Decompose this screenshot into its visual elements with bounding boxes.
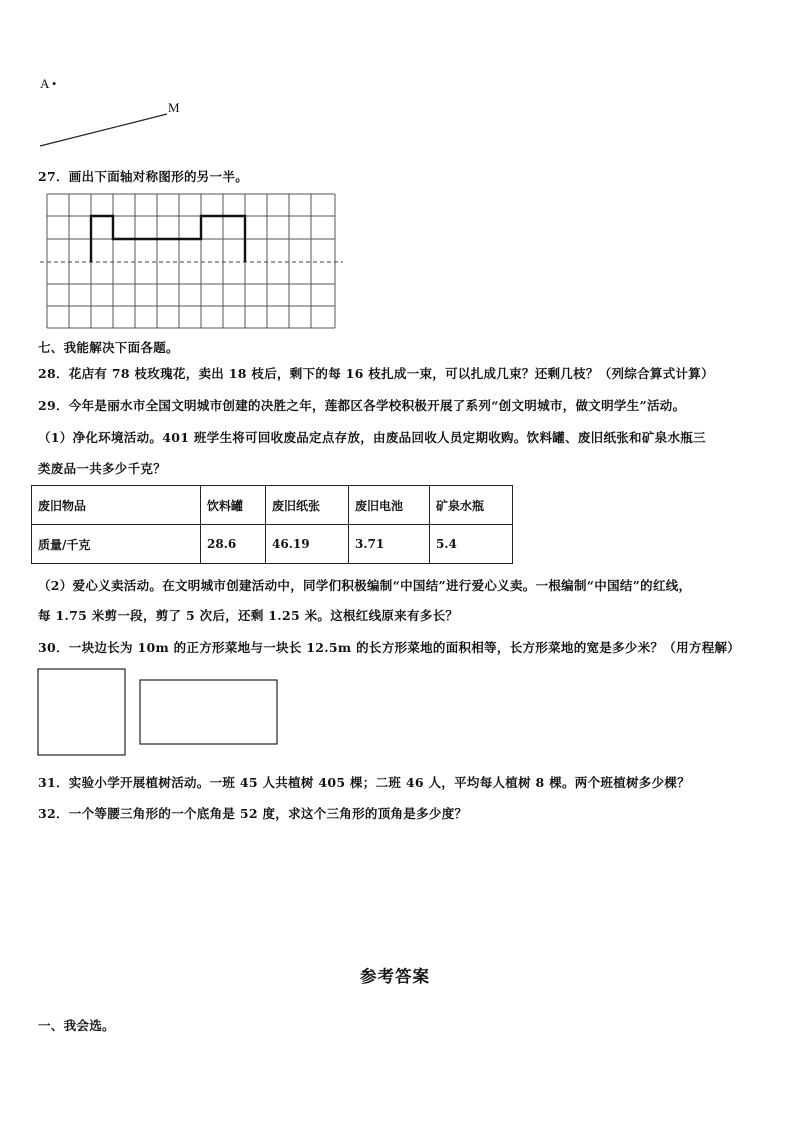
question-29: 29．今年是丽水市全国文明城市创建的决胜之年，莲都区各学校积极开展了系列“创文明城市，做文明学生”活动。 — [38, 398, 686, 413]
table-cell: 28.6 — [201, 525, 266, 564]
question-29-part1-line1: （1）净化环境活动。401 班学生将可回收废品定点存放，由废品回收人员定期收购。饮料罐、废旧纸张和矿泉水瓶三 — [38, 430, 706, 445]
answers-section-1: 一、我会选。 — [38, 1018, 115, 1033]
table-cell: 废旧纸张 — [266, 486, 349, 525]
table-cell: 废旧电池 — [349, 486, 430, 525]
question-29-part2-line2: 每 1.75 米剪一段，剪了 5 次后，还剩 1.25 米。这根红线原来有多长？ — [38, 608, 459, 623]
table-cell: 废旧物品 — [32, 486, 201, 525]
question-28: 28．花店有 78 枝玫瑰花，卖出 18 枝后，剩下的每 16 枝扎成一束，可以扎成几束？还剩几枝？（列综合算式计算） — [38, 366, 714, 381]
question-30: 30．一块边长为 10m 的正方形菜地与一块长 12.5m 的长方形菜地的面积相等，长方形菜地的宽是多少米？（用方程解） — [38, 640, 741, 655]
table-cell: 饮料罐 — [201, 486, 266, 525]
question-29-part1-line2: 类废品一共多少千克？ — [38, 461, 167, 476]
question-27: 27．画出下面轴对称图形的另一半。 — [38, 169, 248, 184]
table-cell: 矿泉水瓶 — [430, 486, 513, 525]
point-m-label: M — [168, 100, 180, 115]
table-cell: 质量/千克 — [32, 525, 201, 564]
table-cell: 5.4 — [430, 525, 513, 564]
table-cell: 46.19 — [266, 525, 349, 564]
square-plot — [38, 669, 125, 755]
section-7-heading: 七、我能解决下面各题。 — [38, 340, 179, 355]
question-31: 31．实验小学开展植树活动。一班 45 人共植树 405 棵；二班 46 人，平均每人植树 8 棵。两个班植树多少棵？ — [38, 775, 690, 790]
point-a-label: A • — [40, 76, 57, 91]
question-29-part2-line1: （2）爱心义卖活动。在文明城市创建活动中，同学们积极编制“中国结”进行爱心义卖。一根编制“中国结”的红线， — [38, 578, 692, 593]
rectangle-plot — [140, 680, 277, 744]
table-cell: 3.71 — [349, 525, 430, 564]
question-32: 32．一个等腰三角形的一个底角是 52 度，求这个三角形的顶角是多少度？ — [38, 806, 468, 821]
answers-title: 参考答案 — [360, 967, 430, 986]
